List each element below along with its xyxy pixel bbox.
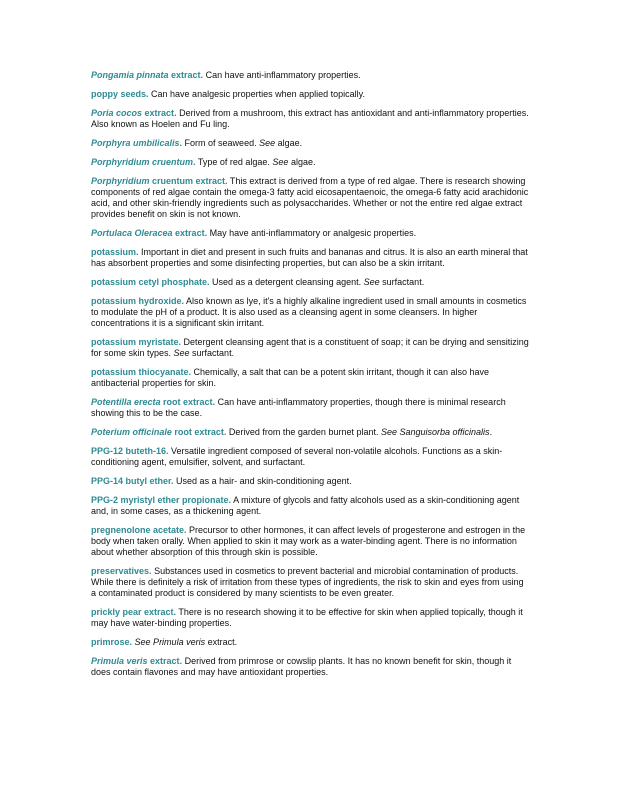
entry-term-text: preservatives xyxy=(91,566,150,576)
glossary-entry xyxy=(91,138,531,149)
glossary-entry xyxy=(91,70,531,81)
entry-term-text: pregnenolone acetate xyxy=(91,525,185,535)
entry-term-text: potassium myristate xyxy=(91,337,179,347)
entry-definition: This extract is derived from a type of red algae. There is research showing components of red algae contain the omega-3 fatty acid eicosapentaenoic, the omega-6 fatty acid arachidonic acid, and other skin-friendly ingredients such as polysaccharides. Whether or not the entire red algae extract provides benefit on skin is not known. xyxy=(91,176,529,219)
entry-definition: Used as a detergent cleansing agent. xyxy=(209,277,364,287)
glossary-entry xyxy=(91,108,531,130)
glossary-page xyxy=(91,70,531,686)
glossary-entry xyxy=(91,277,531,288)
entry-definition-tail: algae. xyxy=(288,157,316,167)
entry-term: Porphyridium cruentum. xyxy=(91,157,196,167)
entry-term: Poterium officinale root extract. xyxy=(91,427,227,437)
entry-term-text: PPG-14 butyl ether xyxy=(91,476,172,486)
entry-see-reference: See xyxy=(173,348,190,358)
entry-term: Pongamia pinnata extract. xyxy=(91,70,204,80)
entry-term-text: primrose xyxy=(91,637,130,647)
glossary-entry xyxy=(91,476,531,487)
entry-see-reference: See xyxy=(259,138,276,148)
entry-term: potassium myristate. xyxy=(91,337,182,347)
entry-term-italic: Poria cocos xyxy=(91,108,143,118)
entry-definition-tail: extract. xyxy=(205,637,238,647)
entry-definition: Substances used in cosmetics to prevent bacterial and microbial contamination of products. While there is definitely a risk of irritation from these types of ingredients, the risk to skin and eyes from using a contaminated product is considered by many scientists to be even greater. xyxy=(91,566,524,598)
entry-term-text: potassium cetyl phosphate xyxy=(91,277,208,287)
glossary-entry xyxy=(91,566,531,599)
entry-definition: Versatile ingredient composed of several non-volatile alcohols. Functions as a skin-conditioning agent, emulsifier, solvent, and surfactant. xyxy=(91,446,503,467)
glossary-entry xyxy=(91,637,531,648)
entry-term: Potentilla erecta root extract. xyxy=(91,397,216,407)
entry-definition: There is no research showing it to be effective for skin when applied topically, though it may have water-binding properties. xyxy=(91,607,523,628)
glossary-entry xyxy=(91,607,531,629)
entry-term-text: poppy seeds xyxy=(91,89,147,99)
entry-term-text: PPG-2 myristyl ether propionate xyxy=(91,495,229,505)
entry-term: primrose. xyxy=(91,637,133,647)
glossary-entry xyxy=(91,337,531,359)
entry-term-text: extract xyxy=(142,108,175,118)
entry-term: pregnenolone acetate. xyxy=(91,525,187,535)
entry-term: potassium hydroxide. xyxy=(91,296,185,306)
glossary-entry xyxy=(91,367,531,389)
entry-definition: Type of red algae. xyxy=(195,157,273,167)
entry-term-italic: Pongamia pinnata xyxy=(91,70,169,80)
glossary-entry xyxy=(91,228,531,239)
glossary-entry xyxy=(91,446,531,468)
entry-definition: Used as a hair- and skin-conditioning agent. xyxy=(173,476,352,486)
entry-term: Portulaca Oleracea extract. xyxy=(91,228,208,238)
entry-term-text: cruentum extract xyxy=(149,176,226,186)
entry-term: Porphyra umbilicalis. xyxy=(91,138,183,148)
glossary-entry xyxy=(91,397,531,419)
entry-definition: Can have anti-inflammatory properties. xyxy=(203,70,361,80)
entry-term-italic: Potentilla erecta xyxy=(91,397,161,407)
entry-term-text: potassium hydroxide xyxy=(91,296,182,306)
entry-definition-tail: algae. xyxy=(275,138,303,148)
entry-term-text: root extract xyxy=(171,427,224,437)
entry-definition: Derived from a mushroom, this extract has antioxidant and anti-inflammatory properties. Also known as Hoelen and Fu ling. xyxy=(91,108,529,129)
entry-term: Primula veris extract. xyxy=(91,656,183,666)
entry-term-italic: Porphyra umbilicalis xyxy=(91,138,180,148)
glossary-entry xyxy=(91,247,531,269)
entry-definition: Derived from the garden burnet plant. xyxy=(226,427,381,437)
entry-term: prickly pear extract. xyxy=(91,607,177,617)
entry-definition: Also known as lye, it's a highly alkaline ingredient used in small amounts in cosmetics to modulate the pH of a product. It is also used as a cleansing agent in some cleansers. In higher concentrations it is a significant skin irritant. xyxy=(91,296,527,328)
glossary-entry xyxy=(91,495,531,517)
entry-definition-tail: . xyxy=(489,427,493,437)
glossary-entry xyxy=(91,176,531,220)
entry-definition: Detergent cleansing agent that is a constituent of soap; it can be drying and sensitizing for some skin types. xyxy=(91,337,529,358)
entry-definition-tail: surfactant. xyxy=(379,277,425,287)
entry-term-text: potassium xyxy=(91,247,137,257)
entry-definition: Chemically, a salt that can be a potent skin irritant, though it can also have antibacterial properties for skin. xyxy=(91,367,490,388)
entry-definition: Derived from primrose or cowslip plants. It has no known benefit for skin, though it does contain flavones and may have antioxidant properties. xyxy=(91,656,512,677)
entry-term: PPG-12 buteth-16. xyxy=(91,446,169,456)
glossary-entry xyxy=(91,525,531,558)
entry-term: preservatives. xyxy=(91,566,152,576)
entry-term-italic: Primula veris xyxy=(91,656,148,666)
glossary-entry xyxy=(91,427,531,438)
entry-definition: Precursor to other hormones, it can affect levels of progesterone and estrogen in the body when taken orally. When applied to skin it may work as a water-binding agent. There is no information about whether absorption of this through skin is possible. xyxy=(91,525,526,557)
glossary-entry xyxy=(91,656,531,678)
entry-definition: Form of seaweed. xyxy=(182,138,260,148)
entry-term-text: root extract xyxy=(160,397,213,407)
entry-term: potassium cetyl phosphate. xyxy=(91,277,210,287)
entry-term: PPG-2 myristyl ether propionate. xyxy=(91,495,232,505)
entry-term: PPG-14 butyl ether. xyxy=(91,476,174,486)
entry-term-italic: Portulaca Oleracea xyxy=(91,228,173,238)
entry-term-text: PPG-12 buteth-16 xyxy=(91,446,167,456)
entry-term-text: prickly pear extract xyxy=(91,607,174,617)
entry-term: Poria cocos extract. xyxy=(91,108,177,118)
glossary-entry xyxy=(91,89,531,100)
entry-term-italic: Porphyridium cruentum xyxy=(91,157,194,167)
entry-definition: Can have analgesic properties when applied topically. xyxy=(148,89,365,99)
entry-term-italic: Porphyridium xyxy=(91,176,150,186)
entry-see-reference: See Sanguisorba officinalis xyxy=(380,427,490,437)
entry-see-reference: See xyxy=(363,277,380,287)
entry-term-text: extract xyxy=(172,228,205,238)
entry-term-italic: Poterium officinale xyxy=(91,427,172,437)
entry-term: potassium thiocyanate. xyxy=(91,367,192,377)
glossary-entry xyxy=(91,296,531,329)
entry-definition-tail: surfactant. xyxy=(189,348,235,358)
entry-term-text: extract xyxy=(147,656,180,666)
entry-definition: Important in diet and present in such fruits and bananas and citrus. It is also an earth mineral that has absorbent properties and some disinfecting properties, but can also be a skin irritant. xyxy=(91,247,528,268)
entry-term: Porphyridium cruentum extract. xyxy=(91,176,228,186)
entry-term: poppy seeds. xyxy=(91,89,149,99)
entry-definition: A mixture of glycols and fatty alcohols used as a skin-conditioning agent and, in some cases, as a thickening agent. xyxy=(91,495,520,516)
glossary-entry xyxy=(91,157,531,168)
entry-term-text: potassium thiocyanate xyxy=(91,367,189,377)
entry-see-reference: See Primula veris xyxy=(134,637,206,647)
entry-definition: May have anti-inflammatory or analgesic properties. xyxy=(207,228,417,238)
entry-definition: Can have anti-inflammatory properties, though there is minimal research showing this to be the case. xyxy=(91,397,506,418)
entry-term-text: extract xyxy=(168,70,201,80)
entry-term: potassium. xyxy=(91,247,139,257)
entry-see-reference: See xyxy=(272,157,289,167)
